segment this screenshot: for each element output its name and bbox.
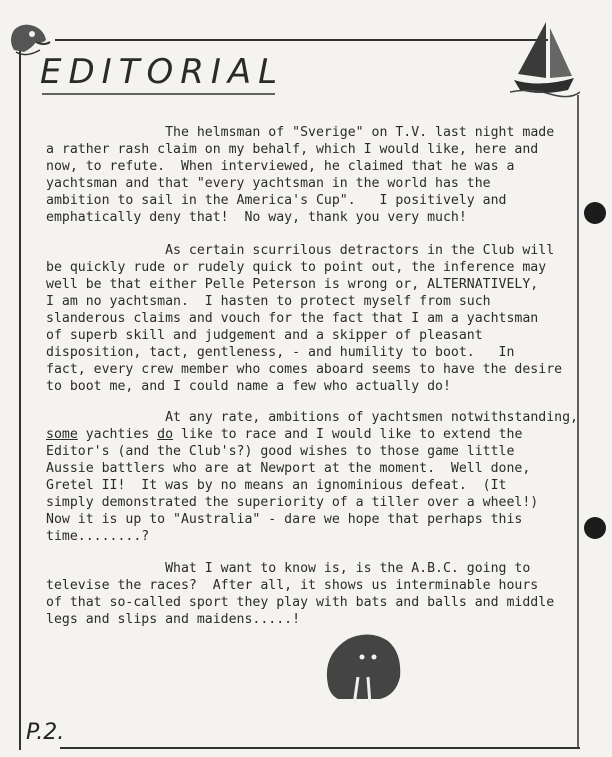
punch-hole-top	[584, 202, 606, 224]
paragraph-3	[46, 409, 586, 545]
paragraph-2: As certain scurrilous detractors in the Club will be quickly rude or rudely quick to point out, the inference may well be that either Pelle Peterson is wrong or, ALTERNATIVELY, I am no yachtsman. I hasten to protect myself from such slanderous claims and vouch for the fact that I am a yachtsman of superb skill and judgement and a skipper of pleasant disposition, tact, gentleness, - and humility to boot. In fact, every crew member who comes aboard seems to have the desire to boot me, and I could name a few who actually do!	[46, 243, 563, 394]
paragraph-3-line-2-end: like to race and I would like to extend the	[173, 427, 523, 442]
editorial-title: EDITORIAL	[40, 52, 285, 92]
page-number: P.2.	[26, 720, 65, 745]
paragraph-4: What I want to know is, is the A.B.C. going to televise the races? After all, it shows us interminable hours of that so-called sport they play with bats and balls and middle legs and slips and maidens.....!	[46, 561, 555, 627]
underlined-word-some: some	[46, 427, 78, 442]
paragraph-3-rest: Editor's (and the Club's?) good wishes to those game little Aussie battlers who are at Newport at the moment. Well done, Gretel II! It was by no means an ignominious defeat. (It simply demonstrated the superiority of a tiller over a wheel!) Now it is up to "Australia" - dare we hope that perhaps this time........?	[46, 444, 539, 544]
underlined-word-do: do	[157, 427, 174, 442]
paragraph-3-line-2-mid: yachties	[77, 427, 158, 442]
paragraph-3-line-1: At any rate, ambitions of yachtsmen notwithstanding,	[46, 410, 578, 425]
sailboat-icon	[510, 18, 580, 98]
paragraph-1: The helmsman of "Sverige" on T.V. last night made a rather rash claim on my behalf, which I would like, here and now, to refute. When interviewed, he claimed that he was a yachtsman and that "every yachtsman in the world has the ambition to sail in the America's Cup". I positively and emphatically deny that! No way, thank you very much!	[46, 125, 555, 225]
punch-hole-bottom	[584, 517, 606, 539]
walrus-illustration-icon	[318, 625, 408, 707]
